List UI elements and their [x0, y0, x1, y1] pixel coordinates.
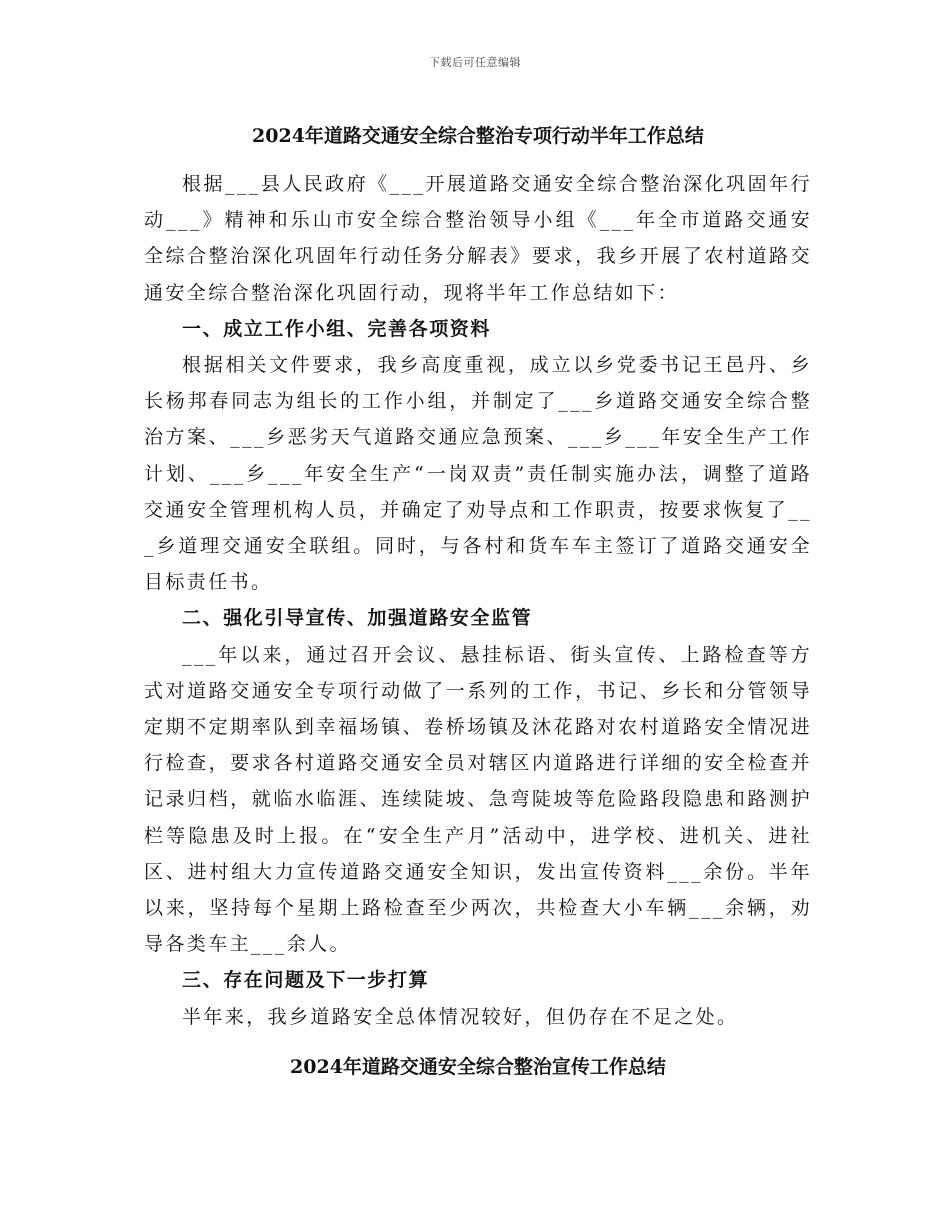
section-3-heading: 三、存在问题及下一步打算 [182, 969, 430, 992]
document-body [144, 118, 812, 1085]
document-title: 2024年道路交通安全综合整治专项行动半年工作总结 [252, 125, 704, 147]
intro-paragraph: 根据___县人民政府《___开展道路交通安全综合整治深化巩固年行动___》精神和乐山市安全综合整治领导小组《___年全市道路交通安全综合整治深化巩固年行动任务分解表》要求，我乡开展了农村道路交通安全综合整治深化巩固行动，现将半年工作总结如下： [144, 173, 812, 304]
section-3-paragraph: 半年来，我乡道路安全总体情况较好，但仍存在不足之处。 [182, 1005, 739, 1028]
page-header-note: 下载后可任意编辑 [429, 56, 521, 69]
second-document-title: 2024年道路交通安全综合整治宣传工作总结 [290, 1055, 666, 1078]
section-2-paragraph: ___年以来，通过召开会议、悬挂标语、街头宣传、上路检查等方式对道路交通安全专项行动做了一系列的工作，书记、乡长和分管领导定期不定期率队到幸福场镇、卷桥场镇及沐花路对农村道路安全情况进行检查，要求各村道路交通安全员对辖区内道路进行详细的安全检查并记录归档，就临水临涯、连续陡坡、急弯陡坡等危险路段隐患和路测护栏等隐患及时上报。在“安全生产月”活动中，进学校、进机关、进社区、进村组大力宣传道路交通安全知识，发出宣传资料___余份。半年以来，坚持每个星期上路检查至少两次，共检查大小车辆___余辆，劝导各类车主___余人。 [144, 643, 812, 956]
section-2-heading: 二、强化引导宣传、加强道路安全监管 [182, 607, 533, 630]
section-1-heading: 一、成立工作小组、完善各项资料 [182, 317, 492, 340]
section-1-paragraph: 根据相关文件要求，我乡高度重视，成立以乡党委书记王邑丹、乡长杨邦春同志为组长的工作小组，并制定了___乡道路交通安全综合整治方案、___乡恶劣天气道路交通应急预案、___乡___年安全生产工作计划、___乡___年安全生产“一岗双责”责任制实施办法，调整了道路交通安全管理机构人员，并确定了劝导点和工作职责，按要求恢复了___乡道理交通安全联组。同时，与各村和货车车主签订了道路交通安全目标责任书。 [144, 354, 812, 594]
